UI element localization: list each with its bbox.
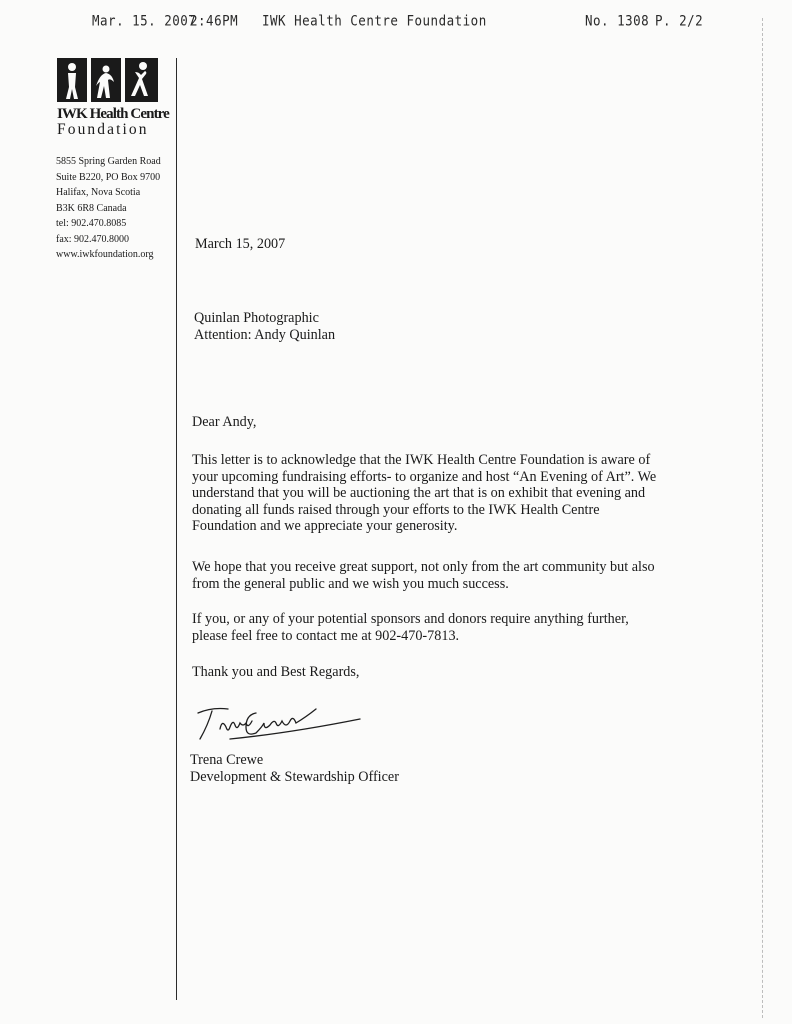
salutation: Dear Andy, [192, 414, 257, 430]
recipient-block [194, 310, 335, 344]
scan-edge [762, 18, 764, 1018]
recipient-line: Quinlan Photographic [194, 310, 319, 326]
fax-page: P. 2/2 [655, 11, 704, 29]
iwk-logo-icon [57, 56, 160, 104]
paragraph-3 [192, 611, 672, 644]
fax-number: No. 1308 [585, 11, 650, 29]
org-subtitle: Foundation [57, 121, 149, 138]
fax-date: Mar. 15. 2007 [92, 11, 197, 29]
paragraph-line: This letter is to acknowledge that the IWK Health Centre Foundation is aware of [192, 452, 651, 468]
closing: Thank you and Best Regards, [192, 664, 360, 680]
paragraph-line: understand that you will be auctioning the art that is on exhibit that evening and [192, 485, 646, 502]
paragraph-line: please feel free to contact me at 902-470-7813. [192, 627, 460, 644]
paragraph-1 [192, 452, 672, 535]
letterhead-divider [176, 58, 177, 1000]
paragraph-line: your upcoming fundraising efforts- to organize and host “An Evening of Art”. We [192, 468, 657, 485]
paragraph-2 [192, 559, 672, 592]
signer-name: Trena Crewe [190, 752, 264, 768]
address-line: Suite B220, PO Box 9700 [56, 171, 161, 183]
signature [190, 703, 370, 745]
address-line: 5855 Spring Garden Road [56, 156, 161, 167]
signer-block [190, 752, 399, 786]
address-website: www.iwkfoundation.org [56, 249, 154, 260]
recipient-line: Attention: Andy Quinlan [194, 327, 336, 343]
paragraph-line: donating all funds raised through your efforts to the IWK Health Centre [192, 501, 600, 518]
paragraph-line: We hope that you receive great support, not only from the art community but also [192, 559, 655, 575]
address-line: Halifax, Nova Scotia [56, 187, 141, 198]
paragraph-line: If you, or any of your potential sponsors and donors require anything further, [192, 611, 629, 627]
signer-title: Development & Stewardship Officer [190, 769, 399, 785]
logo [57, 56, 167, 104]
fax-sender: IWK Health Centre Foundation [262, 11, 487, 29]
letter-date: March 15, 2007 [195, 236, 286, 252]
paragraph-line: from the general public and we wish you much success. [192, 575, 509, 592]
fax-time: 2:46PM [190, 11, 239, 29]
address-fax: fax: 902.470.8000 [56, 233, 130, 245]
fax-header [0, 12, 792, 35]
org-name: IWK Health Centre [57, 106, 169, 122]
paragraph-line: Foundation and we appreciate your generosity. [192, 518, 458, 535]
address-line: B3K 6R8 Canada [56, 202, 127, 214]
address-phone: tel: 902.470.8085 [56, 218, 127, 229]
address-block [56, 154, 161, 263]
